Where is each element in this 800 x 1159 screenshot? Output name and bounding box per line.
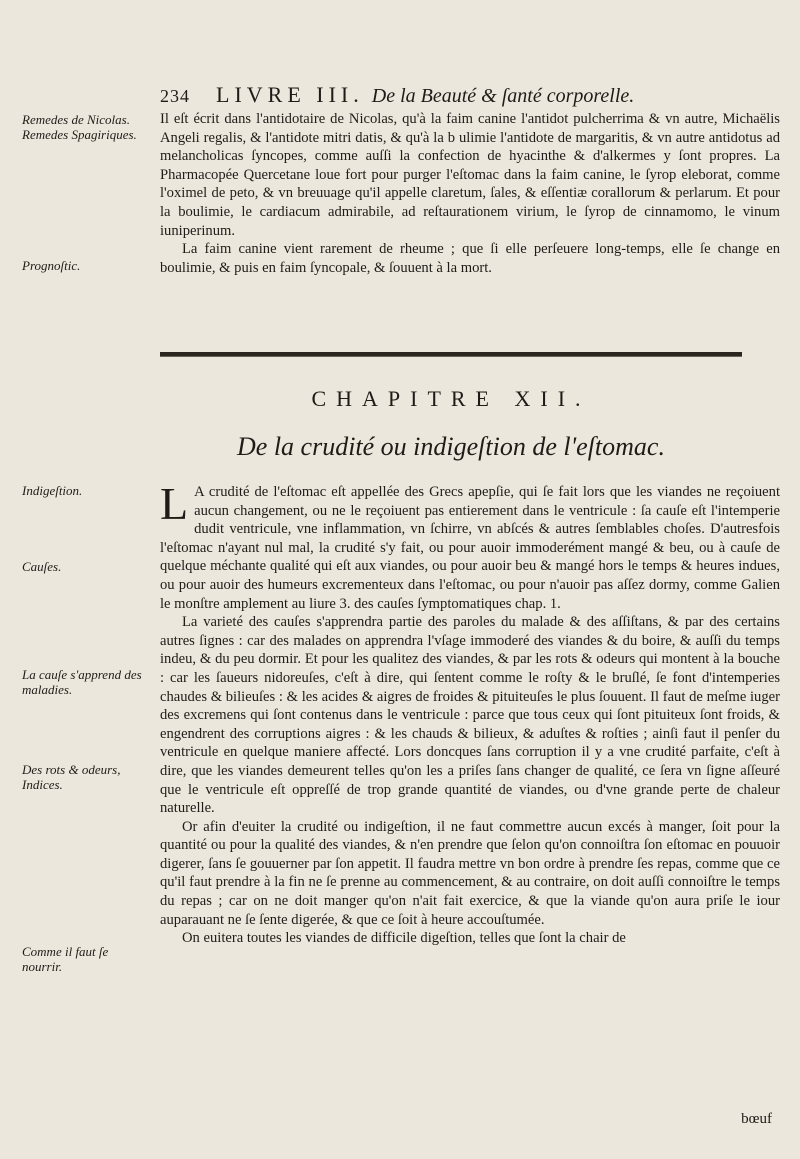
- book-label: LIVRE III.: [216, 82, 364, 107]
- intro-paragraph: Il eſt écrit dans l'antidotaire de Nicolas, qu'à la faim canine l'antidot pulcherrima & vn autre, Michaëlis Angeli regalis, & l'antidote mitri datis, & qu'à la b ulimie l'antidote de margaritis, & vn autre antidotus ad melancholicas ſyncopes, comme auſſi la confection de hyacinthe & d'alkermes y ſont propres. La Pharmacopée Quercetane loue fort pour purger l'eſtomac dans la faim canine, le ſyrop eleborat, comme l'oximel de peto, & vn breuuage qu'il appelle claretum, ſales, & eſſentiæ corallorum & perlarum. Et pour la boulimie, le cardiacum admirabile, ad reſtaurationem virium, le ſyrop de cinnamomo, le vinum iuniperinum.: [160, 111, 780, 239]
- chapter-subtitle: De la crudité ou indigeſtion de l'eſtomac.: [237, 432, 665, 461]
- chapter-divider-rule: [160, 352, 742, 357]
- margin-note-causes: Cauſes.: [22, 559, 62, 574]
- chapter-paragraph: On euitera toutes les viandes de difficile digeſtion, telles que ſont la chair de: [182, 930, 626, 947]
- margin-note-prognostic: Prognoſtic.: [22, 258, 81, 273]
- margin-note-cause-maladies: La cauſe s'apprend des maladies.: [22, 667, 142, 697]
- margin-note-indigestion: Indigeſtion.: [22, 483, 83, 498]
- chapter-text: [160, 478, 780, 948]
- margin-note-remedes: Remedes de Nicolas. Remedes Spagiriques.: [22, 112, 137, 142]
- chapter-paragraph: La varieté des cauſes s'apprendra partie des paroles du malade & des aſſiſtans, & par des certains autres ſignes : car des malades on apprendra l'vſage immoderé des viandes & du boire, & auſſi du temps indeu, & du peu dormir. Et pour les qualitez des viandes, & par les rots & odeurs qui montent à la bouche : car les ſaueurs nidoreuſes, c'eſt à dire, qui ſentent comme le roſty & le bruſlé, ſe font d'intemperies chaudes & bilieuſes : & les acides & aigres de froides & pituiteuſes le plus ſouuent. Il faut de meſme iuger des excremens qui ſont contenus dans le ventricule : parce que tous ceux qui ſont pituiteux ſont froids, & engendrent des corruptions aigres : & les chauds & bilieux, & aduſtes & roſties ; ainſi faut il penſer du ventricule en quelque maniere affecté. Lors doncques ſans corruption il y a vne crudité parfaite, c'eſt à dire, que les viandes demeurent telles qu'on les a priſes ſans changer de qualité, ce ſera vn ſigne aſſeuré que le ventricule eſt oppreſſé de trop grande quantité de viandes, ou d'vne grande perte de chaleur naturelle.: [160, 614, 780, 817]
- chapter-paragraph-text: A crudité de l'eſtomac eſt appellée des Grecs apepſie, qui ſe fait lors que les viandes ne reçoiuent aucun changement, ou ne le reçoiuent pas entierement dans le ventricule : ſa cauſe eſt l'intemperie dudit ventricule, vne inflammation, vn ſchirre, vn abſcés & autres ſemblables choſes. D'autresfois l'eſtomac n'ayant nul mal, la crudité s'y fait, ou pour auoir immoderément mangé & beu, ou à cauſe de quelque méchante qualité qui eſt aux viandes, ou pour auoir beu & mangé hors le temps & heures indues, ou pour auoir des humeurs excrementeux dans l'eſtomac, ou pour n'auoir pas aſſez dormy, comme Galien le monſtre amplement au liure 3. des cauſes ſymptomatiques chap. 1.: [160, 484, 780, 612]
- margin-note-rots-odeurs: Des rots & odeurs, Indices.: [22, 762, 121, 792]
- drop-cap: L: [160, 478, 189, 529]
- running-title: De la Beauté & ſanté corporelle.: [371, 85, 635, 107]
- chapter-title: CHAPITRE XII.: [311, 386, 591, 411]
- intro-text: [160, 110, 780, 277]
- page-number: 234: [160, 86, 190, 106]
- intro-paragraph: La faim canine vient rarement de rheume ; que ſi elle perſeuere long-temps, elle ſe change en boulimie, & puis en faim ſyncopale, & ſouuent à la mort.: [160, 241, 780, 276]
- catchword: bœuf: [741, 1111, 772, 1127]
- margin-note-nourrir: Comme il faut ſe nourrir.: [22, 944, 109, 974]
- chapter-paragraph: [160, 478, 780, 613]
- chapter-paragraph: Or afin d'euiter la crudité ou indigeſtion, il ne faut commettre aucun excés à manger, ſoit pour la quantité ou pour la qualité des viandes, & n'en prendre que ſelon qu'on connoiſtra ſon eſtomac en pouuoir digerer, ſans ſe gouuerner par ſon appetit. Il faudra mettre vn bon ordre à prendre ſes repas, comme que ce qu'il faut prendre à la fin ne ſe prenne au commencement, & au contraire, on doit auſſi connoiſtre le temps du repas ; car on ne doit manger qu'on n'ait fait exercice, & que la viande qu'on aura priſe le iour auparauant ne ſe ſente digerée, & que ce ſoit à heure accouſtumée.: [160, 818, 780, 928]
- running-header: [160, 82, 740, 108]
